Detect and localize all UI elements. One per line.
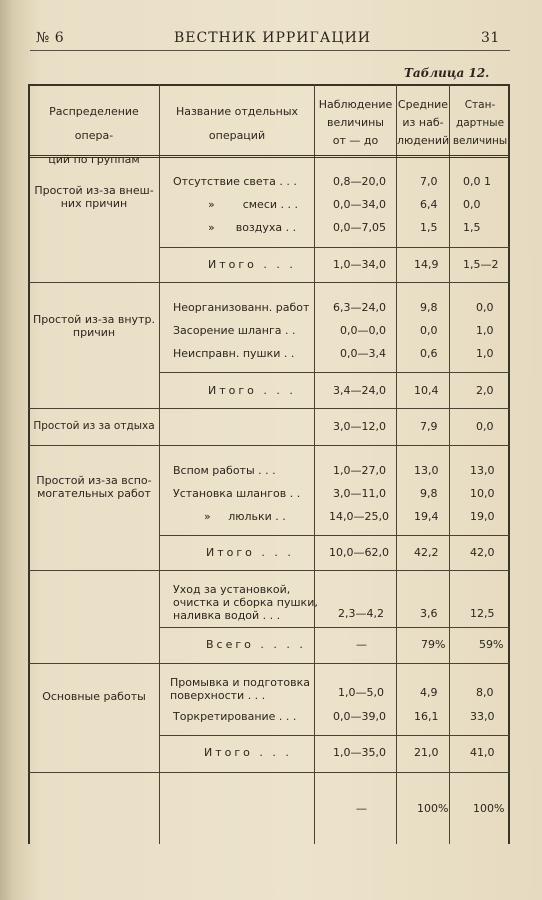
operation-name: Неисправн. пушки . . bbox=[173, 347, 295, 360]
range-value: 0,0—39,0 bbox=[333, 710, 386, 723]
range-value: 1,0—34,0 bbox=[333, 258, 386, 271]
standard-value: 12,5 bbox=[470, 607, 495, 620]
range-value: 1,0—35,0 bbox=[333, 746, 386, 759]
operation-name: Уход за установкой, очистка и сборка пушки, наливка водой . . . bbox=[173, 583, 318, 622]
range-value: 3,0—12,0 bbox=[333, 420, 386, 433]
range-value: 1,0—5,0 bbox=[338, 686, 384, 699]
page-number: 31 bbox=[481, 30, 500, 46]
range-value: 1,0—27,0 bbox=[333, 464, 386, 477]
standard-value: 59% bbox=[479, 638, 504, 651]
mean-value: 79% bbox=[421, 638, 446, 651]
issue-number: № 6 bbox=[36, 30, 65, 46]
subtotal-divider bbox=[159, 735, 510, 736]
range-value: — bbox=[356, 638, 367, 651]
group-divider bbox=[28, 570, 510, 571]
standard-value: 0,0 bbox=[463, 198, 481, 211]
range-value: 0,0—34,0 bbox=[333, 198, 386, 211]
operation-name: Установка шлангов . . bbox=[173, 487, 301, 500]
mean-value: 16,1 bbox=[414, 710, 439, 723]
group-label-rest: Простой из за отдыха bbox=[33, 420, 155, 432]
mean-value: 21,0 bbox=[414, 746, 439, 759]
mean-value: 4,9 bbox=[420, 686, 438, 699]
standard-value: 13,0 bbox=[470, 464, 495, 477]
range-value: 0,0—0,0 bbox=[340, 324, 386, 337]
mean-value: 14,9 bbox=[414, 258, 439, 271]
subtotal-label: Итого . . . bbox=[208, 384, 296, 397]
table-caption: Таблица 12. bbox=[404, 66, 490, 80]
group-label-main-work: Основные работы bbox=[42, 690, 146, 703]
standard-value: 1,5 bbox=[463, 221, 481, 234]
group-label-external: Простой из-за внеш- них причин bbox=[34, 184, 154, 210]
mean-value: 42,2 bbox=[414, 546, 439, 559]
range-value: 0,0—7,05 bbox=[333, 221, 386, 234]
group-divider bbox=[28, 282, 510, 283]
standard-value: 41,0 bbox=[470, 746, 495, 759]
column-header-mean: Средние из наб- людений bbox=[397, 98, 450, 147]
subtotal-divider bbox=[159, 247, 510, 248]
mean-value: 13,0 bbox=[414, 464, 439, 477]
standard-value: 1,5—2 bbox=[463, 258, 499, 271]
mean-value: 3,6 bbox=[420, 607, 438, 620]
subtotal-divider bbox=[159, 535, 510, 536]
standard-value: 0,0 bbox=[476, 420, 494, 433]
range-value: 2,3—4,2 bbox=[338, 607, 384, 620]
range-value: 3,4—24,0 bbox=[333, 384, 386, 397]
group-divider bbox=[28, 772, 510, 773]
standard-value: 33,0 bbox=[470, 710, 495, 723]
subtotal-label: Итого . . . bbox=[204, 746, 292, 759]
operation-name: Неорганизованн. работ bbox=[173, 301, 310, 314]
subtotal-divider bbox=[159, 372, 510, 373]
operation-name: Засорение шланга . . bbox=[173, 324, 296, 337]
mean-value: 9,8 bbox=[420, 301, 438, 314]
operation-name: » воздуха . . bbox=[208, 221, 297, 234]
column-header-groups: Распределение опера- ций по группам bbox=[48, 105, 140, 166]
column-divider bbox=[159, 84, 160, 844]
standard-value: 19,0 bbox=[470, 510, 495, 523]
range-value: 0,0—3,4 bbox=[340, 347, 386, 360]
standard-value: 8,0 bbox=[476, 686, 494, 699]
operation-name: » смеси . . . bbox=[208, 198, 298, 211]
subtotal-divider bbox=[159, 627, 510, 628]
total-label: Всего . . . . bbox=[206, 638, 306, 651]
group-divider bbox=[28, 445, 510, 446]
mean-value: 19,4 bbox=[414, 510, 439, 523]
group-divider bbox=[28, 408, 510, 409]
standard-value: 0,0 1 bbox=[463, 175, 491, 188]
range-value: 10,0—62,0 bbox=[329, 546, 389, 559]
standard-value: 1,0 bbox=[476, 347, 494, 360]
operation-name: Торкретирование . . . bbox=[173, 710, 297, 723]
journal-title: ВЕСТНИК ИРРИГАЦИИ bbox=[174, 30, 372, 46]
range-value: 3,0—11,0 bbox=[333, 487, 386, 500]
operation-name: » люльки . . bbox=[204, 510, 286, 523]
mean-value: 7,0 bbox=[420, 175, 438, 188]
mean-value: 1,5 bbox=[420, 221, 438, 234]
column-header-standard: Стан- дартные величины bbox=[452, 99, 508, 147]
mean-value: 0,6 bbox=[420, 347, 438, 360]
group-label-internal: Простой из-за внутр. причин bbox=[33, 313, 155, 339]
mean-value: 100% bbox=[417, 802, 449, 815]
operation-name: Вспом работы . . . bbox=[173, 464, 276, 477]
subtotal-label: Итого . . . bbox=[206, 546, 294, 559]
column-divider bbox=[314, 84, 315, 844]
standard-value: 10,0 bbox=[470, 487, 495, 500]
range-value: 0,8—20,0 bbox=[333, 175, 386, 188]
operation-name: Промывка и подготовка поверхности . . . bbox=[170, 676, 311, 702]
column-divider bbox=[449, 84, 450, 844]
standard-value: 2,0 bbox=[476, 384, 494, 397]
column-header-operations: Название отдельных операций bbox=[175, 105, 299, 142]
standard-value: 0,0 bbox=[476, 301, 494, 314]
mean-value: 7,9 bbox=[420, 420, 438, 433]
group-divider bbox=[28, 663, 510, 664]
standard-value: 100% bbox=[473, 802, 505, 815]
range-value: 14,0—25,0 bbox=[329, 510, 389, 523]
mean-value: 9,8 bbox=[420, 487, 438, 500]
operation-name: Отсутствие света . . . bbox=[173, 175, 297, 188]
mean-value: 6,4 bbox=[420, 198, 438, 211]
mean-value: 0,0 bbox=[420, 324, 438, 337]
range-value: — bbox=[356, 802, 367, 815]
group-label-auxiliary: Простой из-за вспо- могательных работ bbox=[36, 474, 152, 500]
standard-value: 1,0 bbox=[476, 324, 494, 337]
column-header-range: Наблюдение величины от — до bbox=[318, 98, 393, 147]
column-divider bbox=[396, 84, 397, 844]
range-value: 6,3—24,0 bbox=[333, 301, 386, 314]
mean-value: 10,4 bbox=[414, 384, 439, 397]
standard-value: 42,0 bbox=[470, 546, 495, 559]
subtotal-label: Итого . . . bbox=[208, 258, 296, 271]
header-rule bbox=[30, 50, 510, 51]
